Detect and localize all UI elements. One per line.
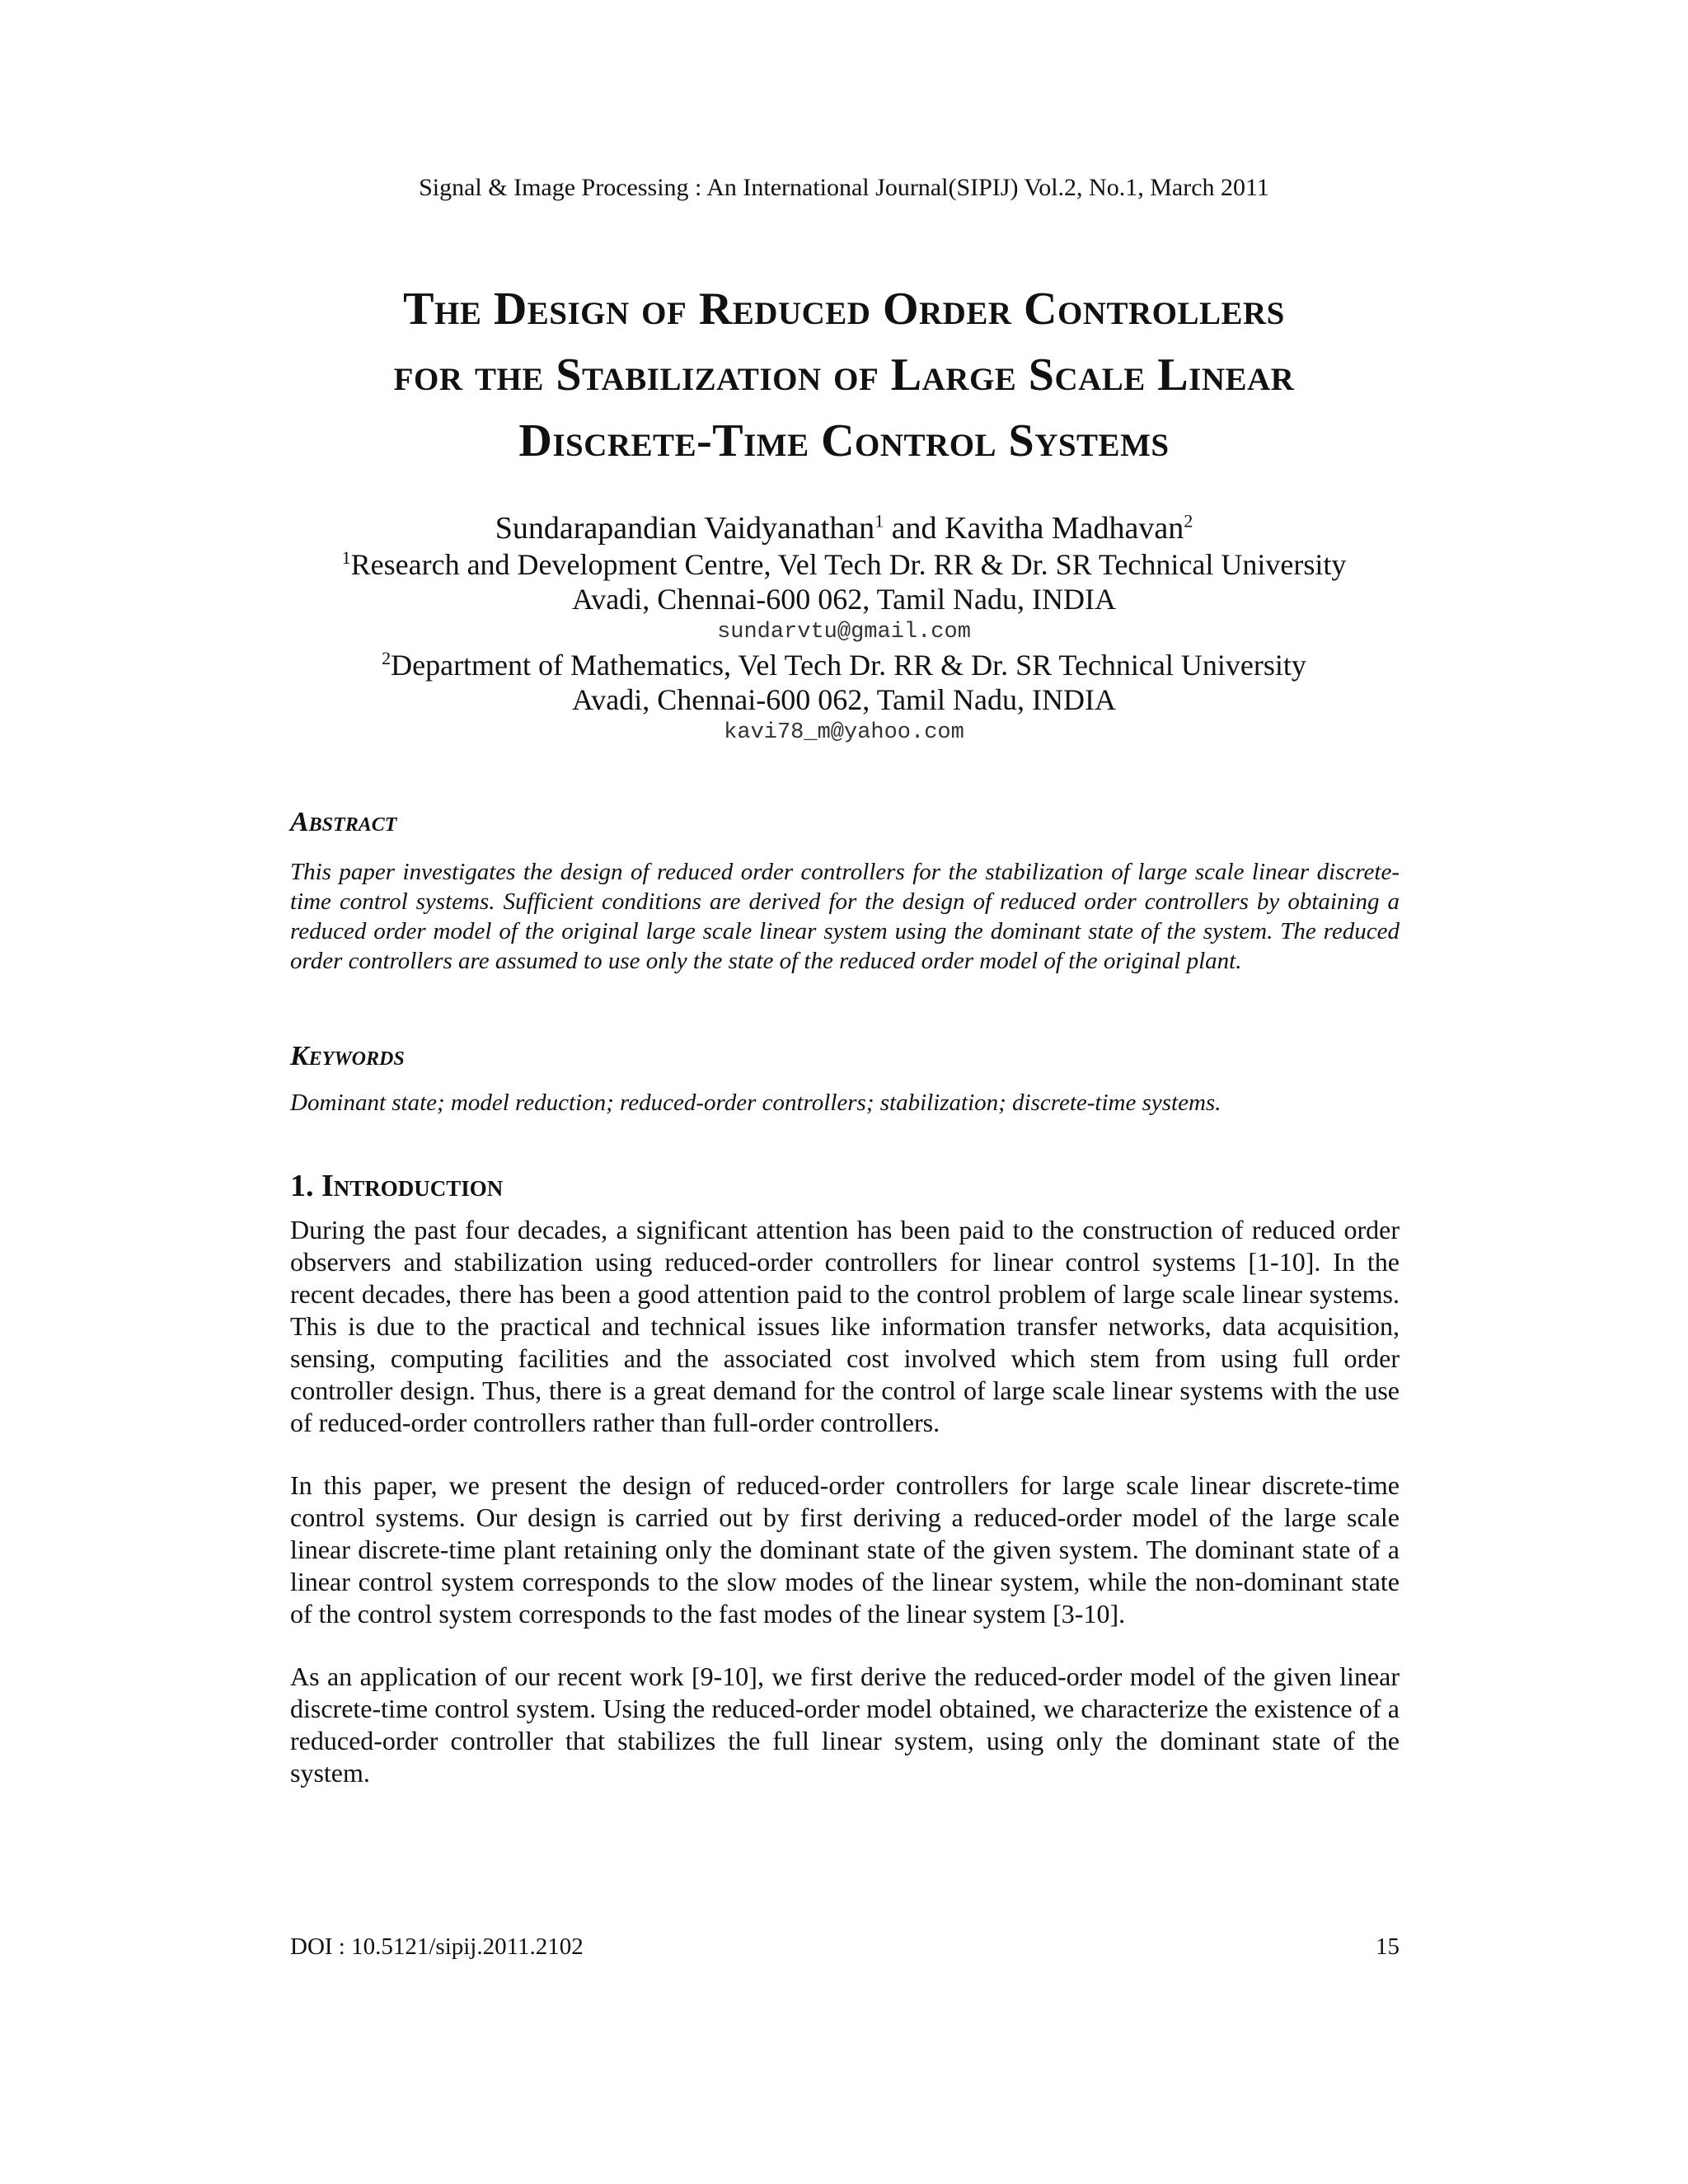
author-2-mark: 2 bbox=[1184, 510, 1193, 532]
title-line-1: The Design of Reduced Order Controllers bbox=[403, 284, 1285, 335]
title-line-2: for the Stabilization of Large Scale Linear bbox=[393, 349, 1295, 401]
affiliation-1-line-1 bbox=[0, 547, 1688, 582]
paper-title bbox=[247, 276, 1441, 474]
author-names bbox=[0, 509, 1688, 547]
doi-footer[interactable]: DOI : 10.5121/sipij.2011.2102 bbox=[290, 1933, 584, 1960]
intro-paragraph-2: In this paper, we present the design of reduced-order controllers for large scale linear discrete-time control systems. Our design is carried out by first deriving a reduced-order model of the large scale linear discrete-time plant retaining only the dominant state of the given system. The dominant state of a linear control system corresponds to the slow modes of the linear system, while the non-dominant state of the control system corresponds to the fast modes of the linear system [3-10]. bbox=[290, 1470, 1400, 1629]
keywords-section bbox=[290, 1040, 1400, 1118]
affiliation-1-address: Avadi, Chennai-600 062, Tamil Nadu, INDIA bbox=[571, 583, 1117, 616]
affiliation-2-mark: 2 bbox=[382, 648, 392, 668]
affiliation-1-institution: Research and Development Centre, Vel Tech Dr. RR & Dr. SR Technical University bbox=[350, 548, 1347, 581]
affiliation-2-email[interactable]: kavi78_m@yahoo.com bbox=[724, 720, 964, 745]
introduction-section bbox=[290, 1168, 1400, 1789]
affiliation-1-mark: 1 bbox=[341, 547, 351, 568]
keywords-heading: Keywords bbox=[290, 1041, 405, 1071]
introduction-heading: 1. Introduction bbox=[290, 1169, 504, 1203]
intro-paragraph-1: During the past four decades, a significant attention has been paid to the construction of reduced order observers and stabilization using reduced-order controllers for linear control systems [1-10]. In the recent decades, there has been a good attention paid to the control problem of large scale linear systems. This is due to the practical and technical issues like information transfer networks, data acquisition, sensing, computing facilities and the associated cost involved which stem from using full order controller design. Thus, there is a great demand for the control of large scale linear systems with the use of reduced-order controllers rather than full-order controllers. bbox=[290, 1215, 1400, 1437]
journal-running-header: Signal & Image Processing : An International Journal(SIPIJ) Vol.2, No.1, March 2011 bbox=[419, 174, 1269, 201]
affiliation-1-email[interactable]: sundarvtu@gmail.com bbox=[717, 620, 971, 644]
keywords-text: Dominant state; model reduction; reduced-order controllers; stabilization; discrete-time systems. bbox=[290, 1090, 1221, 1116]
abstract-text: This paper investigates the design of reduced order controllers for the stabilization of large scale linear discrete-time control systems. Sufficient conditions are derived for the design of reduced order controllers by obtaining a reduced order model of the original large scale linear system using the dominant state of the system. The reduced order controllers are assumed to use only the state of the reduced order model of the original plant. bbox=[290, 859, 1400, 974]
authors-block bbox=[0, 509, 1688, 748]
abstract-heading: Abstract bbox=[290, 807, 397, 837]
author-conjunction: and bbox=[884, 511, 945, 546]
title-line-3: Discrete-Time Control Systems bbox=[518, 415, 1170, 466]
affiliation-2-institution: Department of Mathematics, Vel Tech Dr. RR & Dr. SR Technical University bbox=[391, 649, 1306, 682]
abstract-section bbox=[290, 806, 1400, 976]
affiliation-2-line-1 bbox=[0, 648, 1688, 682]
page-number: 15 bbox=[1376, 1933, 1400, 1960]
affiliation-2-address: Avadi, Chennai-600 062, Tamil Nadu, INDIA bbox=[571, 683, 1117, 716]
author-2-name: Kavitha Madhavan bbox=[945, 511, 1184, 546]
intro-paragraph-3: As an application of our recent work [9-10], we first derive the reduced-order model of the given linear discrete-time control system. Using the reduced-order model obtained, we characterize the existence of a reduced-order controller that stabilizes the full linear system, using only the dominant state of the system. bbox=[290, 1661, 1400, 1788]
author-1-mark: 1 bbox=[874, 510, 884, 532]
author-1-name: Sundarapandian Vaidyanathan bbox=[495, 511, 875, 546]
